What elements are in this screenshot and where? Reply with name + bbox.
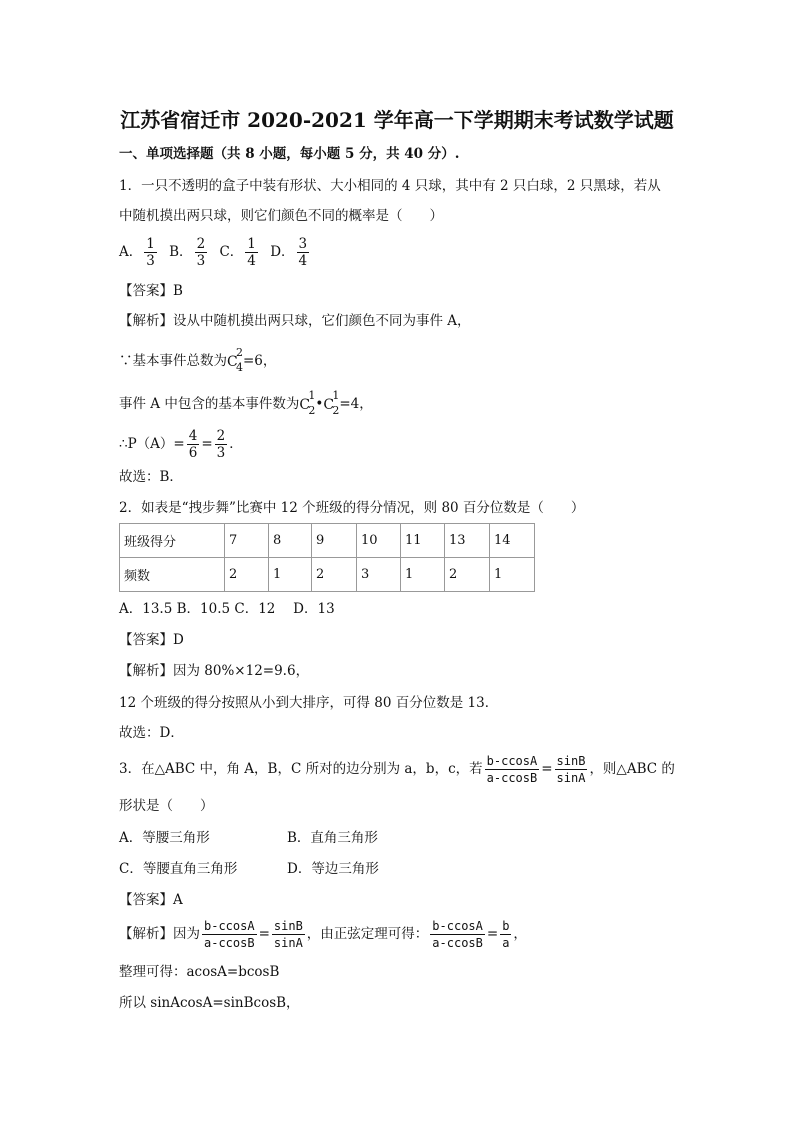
table-cell: 11	[401, 524, 445, 558]
q3-answer: 【答案】A	[119, 892, 183, 908]
q3-option-a: A．等腰三角形	[119, 830, 210, 846]
q1-choose: 故选：B．	[119, 469, 183, 485]
q1-option-d: D． $\frac{3}{4}$	[270, 236, 308, 269]
q1-stem-line2: 中随机摸出两只球，则它们颜色不同的概率是（ ）	[119, 208, 443, 224]
q2-stem: 2．如表是“拽步舞”比赛中 12 个班级的得分情况，则 80 百分位数是（ ）	[119, 500, 585, 516]
table-cell: 14	[490, 524, 535, 558]
q3-analysis-line3: 所以 sinAcosA=sinBcosB，	[119, 995, 300, 1011]
q1-stem-line1: 1．一只不透明的盒子中装有形状、大小相同的 4 只球，其中有 2 只白球，2 只黑球，若从	[119, 178, 661, 194]
q2-analysis-line1: 【解析】因为 80%×12=9.6，	[119, 663, 310, 679]
q1-analysis-line2: ∵基本事件总数为 C 2 4 =6，	[119, 345, 277, 374]
table-cell: 1	[269, 558, 312, 592]
q1-option-c: C． $\frac{1}{4}$	[219, 236, 256, 269]
q3-option-b: B．直角三角形	[287, 830, 378, 846]
q3-stem-line2: 形状是（ ）	[119, 798, 214, 814]
table-cell: 13	[445, 524, 490, 558]
q2-choose: 故选：D．	[119, 725, 184, 741]
table-cell: 2	[445, 558, 490, 592]
table-cell: 8	[269, 524, 312, 558]
q3-stem-line1: 3．在△ABC 中，角 A，B，C 所对的边分别为 a，b，c，若 $\frac{b-ccosA}{a-ccosB}$ = $\frac{\sin B}{\sin A}$ ，则△ABC 的	[119, 754, 675, 785]
q2-analysis-line2: 12 个班级的得分按照从小到大排序，可得 80 百分位数是 13．	[119, 695, 499, 711]
table-cell: 7	[225, 524, 269, 558]
table-cell: 2	[225, 558, 269, 592]
table-cell: 10	[357, 524, 401, 558]
q3-option-c: C．等腰直角三角形	[119, 861, 238, 877]
q1-option-b: B． $\frac{2}{3}$	[169, 236, 206, 269]
table-row	[120, 524, 535, 558]
q1-option-a: A． $\frac{1}{3}$	[119, 236, 155, 269]
q1-analysis-line1: 【解析】设从中随机摸出两只球，它们颜色不同为事件 A，	[119, 313, 471, 329]
q3-option-d: D．等边三角形	[287, 861, 379, 877]
q2-options: A．13.5 B．10.5 C．12 D．13	[119, 601, 335, 617]
q2-answer: 【答案】D	[119, 632, 184, 648]
table-cell: 3	[357, 558, 401, 592]
q1-analysis-line3: 事件 A 中包含的基本事件数为 C 1 2 • C 1 2 =4，	[119, 388, 373, 417]
q1-options	[119, 236, 311, 269]
q3-analysis-line1: 【解析】因为 $\frac{b-ccosA}{a-ccosB}$ = $\frac{\sin B}{\sin A}$ ，由正弦定理可得： $\frac{b-ccosA}{a-ccosB}$ = $\frac{b}{a}$ ，	[119, 919, 527, 950]
page-title: 江苏省宿迁市 2020-2021 学年高一下学期期末考试数学试题	[120, 108, 674, 132]
combination-symbol: C 1 2	[299, 388, 316, 417]
table-cell: 9	[312, 524, 357, 558]
section-heading: 一、单项选择题（共 8 小题，每小题 5 分，共 40 分）.	[119, 146, 460, 162]
table-row	[120, 558, 535, 592]
combination-symbol: C 1 2	[323, 388, 340, 417]
table-cell: 2	[312, 558, 357, 592]
q3-analysis-line2: 整理可得：acosA=bcosB	[119, 964, 280, 980]
q1-answer: 【答案】B	[119, 283, 183, 299]
score-table	[119, 523, 535, 592]
q1-analysis-line4: ∴P（A）= $\frac{4}{6}$ = $\frac{2}{3}$ ．	[119, 428, 243, 461]
table-cell: 1	[490, 558, 535, 592]
combination-symbol: C 2 4	[227, 345, 243, 374]
table-cell: 班级得分	[120, 524, 225, 558]
table-cell: 频数	[120, 558, 225, 592]
table-cell: 1	[401, 558, 445, 592]
